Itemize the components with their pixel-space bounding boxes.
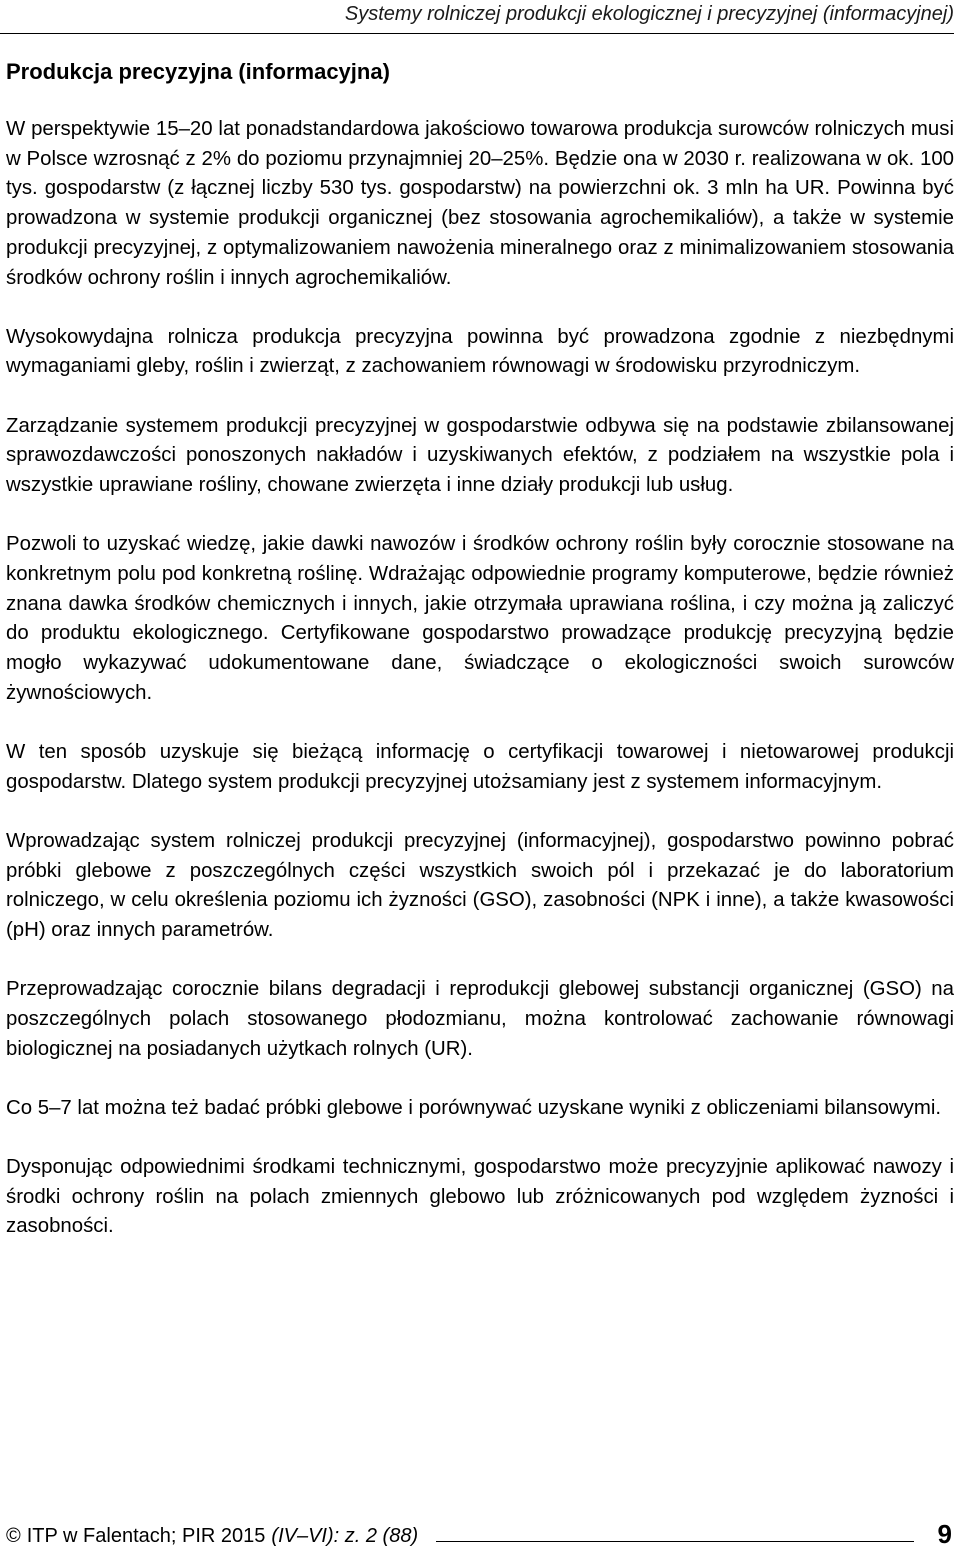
paragraph: Przeprowadzając corocznie bilans degradacji i reprodukcji glebowej substancji organicznej (GSO) na poszczególnych polach stosowanego płodozmianu, można kontrolować zachowanie równowagi biologicznej na posiadanych użytkach rolnych (UR). <box>6 978 954 1060</box>
paragraph: Pozwoli to uzyskać wiedzę, jakie dawki nawozów i środków ochrony roślin były corocznie stosowane na konkretnym polu pod konkretną roślinę. Wdrażając odpowiednie programy komputerowe, będzie również znana dawka środków chemicznych i innych, jakie otrzymała uprawiana roślina, i czy można ją zaliczyć do produktu ekologicznego. Certyfikowane gospodarstwo prowadzące produkcję precyzyjną będzie mogło wykazywać udokumentowane dane, świadczące o ekologiczności swoich surowców żywnościowych. <box>6 533 954 704</box>
footer-publisher: ITP w Falentach; PIR 2015 <box>26 1525 266 1547</box>
footer-rule <box>436 1541 913 1542</box>
paragraph: Wprowadzając system rolniczej produkcji precyzyjnej (informacyjnej), gospodarstwo powinno pobrać próbki glebowe z poszczególnych części wszystkich swoich pól i przekazać je do laboratorium rolniczego, w celu określenia poziomu ich żyzności (GSO), zasobności (NPK i inne), a także kwasowości (pH) oraz innych parametrów. <box>6 829 954 941</box>
paragraph: W ten sposób uzyskuje się bieżącą informację o certyfikacji towarowej i nietowarowej produkcji gospodarstw. Dlatego system produkcji precyzyjnej utożsamiany jest z systemem informacyjnym. <box>6 740 954 793</box>
paragraph: W perspektywie 15–20 lat ponadstandardowa jakościowo towarowa produkcja surowców rolniczych musi w Polsce wzrosnąć z 2% do poziomu przynajmniej 20–25%. Będzie ona w 2030 r. realizowana w ok. 100 tys. gospodarstw (z łącznej liczby 530 tys. gospodarstw) na powierzchni ok. 3 mln ha UR. Powinna być prowadzona w systemie produkcji organicznej (bez stosowania agrochemikaliów), a także w systemie produkcji precyzyjnej, z optymalizowaniem nawożenia mineralnego oraz z minimalizowaniem stosowania środków ochrony roślin i innych agrochemikaliów. <box>6 118 954 289</box>
section-heading: Produkcja precyzyjna (informacyjna) <box>6 59 390 84</box>
paragraph: Zarządzanie systemem produkcji precyzyjnej w gospodarstwie odbywa się na podstawie zbilansowanej sprawozdawczości ponoszonych nakładów i uzyskiwanych efektów, z podziałem na wszystkie pola i wszystkie uprawiane rośliny, chowane zwierzęta i inne działy produkcji lub usług. <box>6 414 954 497</box>
footer-volume: (IV–VI): z. 2 (88) <box>271 1525 419 1547</box>
page-footer <box>6 1515 952 1549</box>
page-number: 9 <box>937 1519 952 1549</box>
running-title: Systemy rolniczej produkcji ekologicznej i precyzyjnej (informacyjnej) <box>344 3 954 25</box>
paragraph: Dysponując odpowiednimi środkami technicznymi, gospodarstwo może precyzyjnie aplikować nawozy i środki ochrony roślin na polach zmiennych glebowo lub zróżnicowanych pod względem żyzności i zasobności. <box>6 1155 954 1238</box>
paragraph: Co 5–7 lat można też badać próbki glebowe i porównywać uzyskane wyniki z obliczeniami bilansowymi. <box>6 1096 942 1119</box>
running-header <box>0 0 954 34</box>
copyright-icon: © <box>6 1525 21 1547</box>
paragraph: Wysokowydajna rolnicza produkcja precyzyjna powinna być prowadzona zgodnie z niezbędnymi wymaganiami gleby, roślin i zwierząt, z zachowaniem równowagi w środowisku przyrodniczym. <box>6 325 954 378</box>
page-content <box>6 56 954 1242</box>
